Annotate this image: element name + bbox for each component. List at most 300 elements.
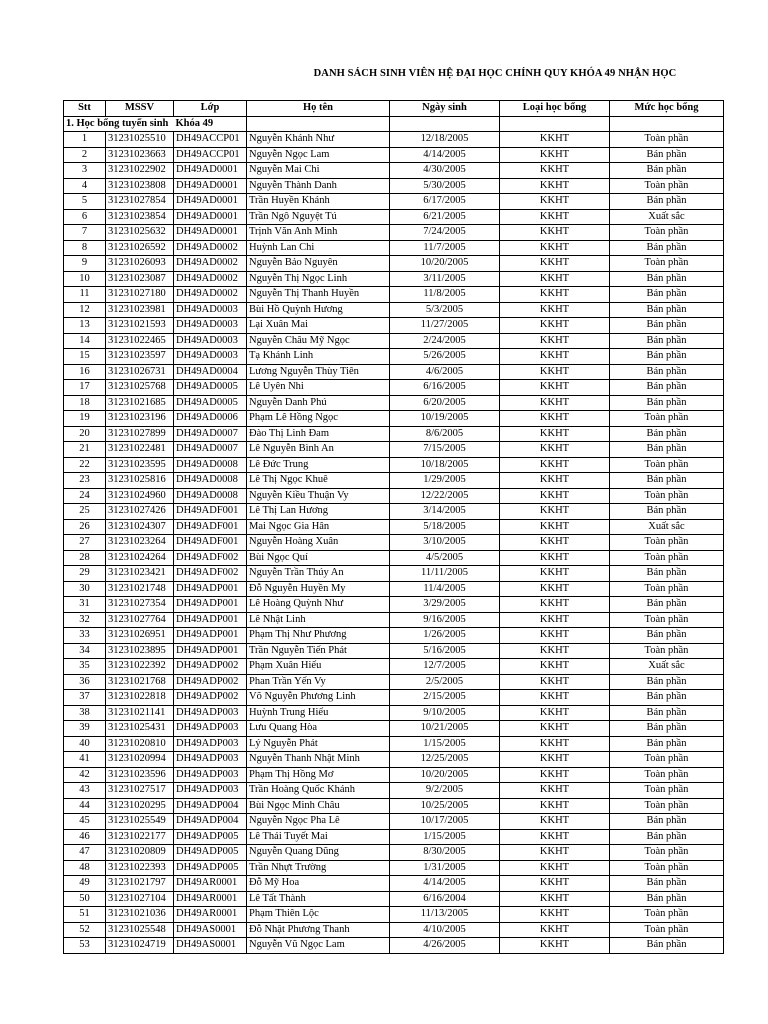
cell-ho-ten: Lê Đức Trung (247, 457, 390, 473)
cell-mssv: 31231024960 (106, 488, 174, 504)
cell-ngay-sinh: 2/24/2005 (390, 333, 500, 349)
table-row (64, 829, 724, 845)
cell-ngay-sinh: 5/30/2005 (390, 178, 500, 194)
header-loai-hoc-bong: Loại học bổng (500, 101, 610, 117)
cell-mssv: 31231026951 (106, 628, 174, 644)
cell-lop: DH49AD0008 (174, 473, 247, 489)
cell-stt: 49 (64, 876, 106, 892)
cell-lop: DH49AD0001 (174, 163, 247, 179)
cell-muc-hoc-bong: Bán phần (610, 426, 724, 442)
cell-muc-hoc-bong: Bán phần (610, 194, 724, 210)
cell-mssv: 31231023895 (106, 643, 174, 659)
cell-loai-hoc-bong: KKHT (500, 643, 610, 659)
cell-mssv: 31231026592 (106, 240, 174, 256)
cell-mssv: 31231022465 (106, 333, 174, 349)
cell-mssv: 31231020810 (106, 736, 174, 752)
cell-ngay-sinh: 9/2/2005 (390, 783, 500, 799)
table-row (64, 767, 724, 783)
cell-muc-hoc-bong: Toàn phần (610, 550, 724, 566)
cell-ho-ten: Phạm Thị Hồng Mơ (247, 767, 390, 783)
cell-muc-hoc-bong: Toàn phần (610, 612, 724, 628)
cell-loai-hoc-bong: KKHT (500, 442, 610, 458)
cell-ho-ten: Nguyễn Ngọc Pha Lê (247, 814, 390, 830)
cell-ngay-sinh: 11/27/2005 (390, 318, 500, 334)
cell-muc-hoc-bong: Bán phần (610, 240, 724, 256)
cell-stt: 3 (64, 163, 106, 179)
cell-loai-hoc-bong: KKHT (500, 876, 610, 892)
cell-lop: DH49ADP001 (174, 581, 247, 597)
cell-stt: 11 (64, 287, 106, 303)
cell-stt: 18 (64, 395, 106, 411)
cell-muc-hoc-bong: Bán phần (610, 597, 724, 613)
cell-lop: DH49AD0005 (174, 395, 247, 411)
cell-ho-ten: Trần Nguyễn Tiến Phát (247, 643, 390, 659)
cell-ngay-sinh: 5/16/2005 (390, 643, 500, 659)
cell-muc-hoc-bong: Bán phần (610, 938, 724, 954)
cell-muc-hoc-bong: Bán phần (610, 333, 724, 349)
cell-loai-hoc-bong: KKHT (500, 287, 610, 303)
cell-mssv: 31231025431 (106, 721, 174, 737)
cell-lop: DH49AR0001 (174, 876, 247, 892)
cell-stt: 42 (64, 767, 106, 783)
cell-muc-hoc-bong: Toàn phần (610, 225, 724, 241)
cell-loai-hoc-bong: KKHT (500, 349, 610, 365)
cell-ngay-sinh: 6/16/2005 (390, 380, 500, 396)
cell-stt: 33 (64, 628, 106, 644)
cell-loai-hoc-bong: KKHT (500, 488, 610, 504)
cell-lop: DH49AD0002 (174, 287, 247, 303)
cell-lop: DH49AR0001 (174, 891, 247, 907)
cell-mssv: 31231027899 (106, 426, 174, 442)
cell-lop: DH49ADP001 (174, 643, 247, 659)
cell-loai-hoc-bong: KKHT (500, 550, 610, 566)
cell-ngay-sinh: 10/20/2005 (390, 767, 500, 783)
cell-ngay-sinh: 10/17/2005 (390, 814, 500, 830)
cell-ngay-sinh: 10/25/2005 (390, 798, 500, 814)
cell-muc-hoc-bong: Toàn phần (610, 643, 724, 659)
table-row (64, 457, 724, 473)
cell-ngay-sinh: 11/13/2005 (390, 907, 500, 923)
cell-ngay-sinh: 1/26/2005 (390, 628, 500, 644)
table-row (64, 240, 724, 256)
cell-mssv: 31231020295 (106, 798, 174, 814)
cell-mssv: 31231020994 (106, 752, 174, 768)
cell-lop: DH49ADP002 (174, 690, 247, 706)
cell-mssv: 31231025549 (106, 814, 174, 830)
cell-loai-hoc-bong: KKHT (500, 225, 610, 241)
table-row (64, 659, 724, 675)
table-row (64, 287, 724, 303)
cell-mssv: 31231026093 (106, 256, 174, 272)
cell-mssv: 31231022392 (106, 659, 174, 675)
cell-muc-hoc-bong: Bán phần (610, 147, 724, 163)
cell-lop: DH49ADF002 (174, 550, 247, 566)
table-row (64, 612, 724, 628)
cell-stt: 26 (64, 519, 106, 535)
cell-muc-hoc-bong: Bán phần (610, 302, 724, 318)
cell-ngay-sinh: 10/21/2005 (390, 721, 500, 737)
cell-muc-hoc-bong: Bán phần (610, 504, 724, 520)
cell-ngay-sinh: 11/8/2005 (390, 287, 500, 303)
table-row (64, 302, 724, 318)
cell-ho-ten: Lê Tất Thành (247, 891, 390, 907)
table-row (64, 628, 724, 644)
cell-stt: 52 (64, 922, 106, 938)
cell-muc-hoc-bong: Toàn phần (610, 907, 724, 923)
cell-ho-ten: Lại Xuân Mai (247, 318, 390, 334)
cell-stt: 16 (64, 364, 106, 380)
table-row (64, 891, 724, 907)
cell-muc-hoc-bong: Toàn phần (610, 783, 724, 799)
cell-ngay-sinh: 10/20/2005 (390, 256, 500, 272)
cell-lop: DH49AD0002 (174, 240, 247, 256)
cell-stt: 46 (64, 829, 106, 845)
cell-muc-hoc-bong: Xuất sắc (610, 519, 724, 535)
cell-stt: 28 (64, 550, 106, 566)
cell-mssv: 31231023264 (106, 535, 174, 551)
cell-ho-ten: Nguyễn Khánh Như (247, 132, 390, 148)
cell-stt: 44 (64, 798, 106, 814)
cell-ho-ten: Bùi Hồ Quỳnh Hương (247, 302, 390, 318)
cell-loai-hoc-bong: KKHT (500, 147, 610, 163)
cell-ngay-sinh: 1/31/2005 (390, 860, 500, 876)
cell-loai-hoc-bong: KKHT (500, 783, 610, 799)
table-row (64, 643, 724, 659)
cell-lop: DH49ADP003 (174, 752, 247, 768)
table-row (64, 550, 724, 566)
cell-mssv: 31231021036 (106, 907, 174, 923)
cell-loai-hoc-bong: KKHT (500, 209, 610, 225)
table-row (64, 194, 724, 210)
cell-lop: DH49AD0008 (174, 457, 247, 473)
cell-muc-hoc-bong: Bán phần (610, 163, 724, 179)
table-row (64, 783, 724, 799)
cell-lop: DH49ADP005 (174, 860, 247, 876)
table-row (64, 426, 724, 442)
cell-stt: 4 (64, 178, 106, 194)
cell-stt: 2 (64, 147, 106, 163)
table-row (64, 535, 724, 551)
cell-stt: 5 (64, 194, 106, 210)
cell-mssv: 31231021797 (106, 876, 174, 892)
cell-ho-ten: Đào Thị Linh Đam (247, 426, 390, 442)
cell-stt: 7 (64, 225, 106, 241)
cell-loai-hoc-bong: KKHT (500, 736, 610, 752)
table-row (64, 845, 724, 861)
table-row (64, 132, 724, 148)
cell-lop: DH49AD0007 (174, 442, 247, 458)
cell-ho-ten: Trịnh Văn Anh Minh (247, 225, 390, 241)
header-stt: Stt (64, 101, 106, 117)
cell-ngay-sinh: 3/10/2005 (390, 535, 500, 551)
cell-lop: DH49AD0002 (174, 256, 247, 272)
cell-ho-ten: Nguyễn Danh Phú (247, 395, 390, 411)
cell-stt: 20 (64, 426, 106, 442)
table-row (64, 271, 724, 287)
cell-lop: DH49ACCP01 (174, 132, 247, 148)
cell-muc-hoc-bong: Toàn phần (610, 860, 724, 876)
cell-mssv: 31231020809 (106, 845, 174, 861)
cell-stt: 51 (64, 907, 106, 923)
cell-stt: 41 (64, 752, 106, 768)
cell-stt: 43 (64, 783, 106, 799)
table-row (64, 209, 724, 225)
cell-mssv: 31231023087 (106, 271, 174, 287)
table-row (64, 907, 724, 923)
cell-loai-hoc-bong: KKHT (500, 612, 610, 628)
cell-muc-hoc-bong: Toàn phần (610, 752, 724, 768)
cell-ho-ten: Nguyễn Châu Mỹ Ngọc (247, 333, 390, 349)
cell-stt: 32 (64, 612, 106, 628)
table-row (64, 690, 724, 706)
cell-lop: DH49AD0003 (174, 349, 247, 365)
cell-muc-hoc-bong: Bán phần (610, 876, 724, 892)
cell-lop: DH49ADF001 (174, 519, 247, 535)
section-empty-cell (500, 116, 610, 132)
cell-loai-hoc-bong: KKHT (500, 814, 610, 830)
table-row (64, 581, 724, 597)
cell-ngay-sinh: 6/21/2005 (390, 209, 500, 225)
cell-mssv: 31231025816 (106, 473, 174, 489)
table-row (64, 488, 724, 504)
cell-mssv: 31231024307 (106, 519, 174, 535)
cell-stt: 53 (64, 938, 106, 954)
cell-stt: 50 (64, 891, 106, 907)
table-row (64, 442, 724, 458)
cell-ho-ten: Lưu Quang Hòa (247, 721, 390, 737)
cell-stt: 39 (64, 721, 106, 737)
cell-lop: DH49AD0003 (174, 318, 247, 334)
header-lop: Lớp (174, 101, 247, 117)
table-row (64, 473, 724, 489)
cell-stt: 8 (64, 240, 106, 256)
cell-loai-hoc-bong: KKHT (500, 891, 610, 907)
cell-stt: 17 (64, 380, 106, 396)
cell-mssv: 31231026731 (106, 364, 174, 380)
cell-ngay-sinh: 8/6/2005 (390, 426, 500, 442)
cell-muc-hoc-bong: Bán phần (610, 287, 724, 303)
cell-ho-ten: Huỳnh Lan Chi (247, 240, 390, 256)
cell-mssv: 31231022481 (106, 442, 174, 458)
cell-lop: DH49ADF001 (174, 535, 247, 551)
cell-ngay-sinh: 6/17/2005 (390, 194, 500, 210)
cell-lop: DH49ADF001 (174, 504, 247, 520)
cell-ho-ten: Lê Thị Lan Hương (247, 504, 390, 520)
cell-stt: 12 (64, 302, 106, 318)
cell-ngay-sinh: 5/26/2005 (390, 349, 500, 365)
cell-ho-ten: Lý Nguyễn Phát (247, 736, 390, 752)
cell-stt: 9 (64, 256, 106, 272)
cell-loai-hoc-bong: KKHT (500, 426, 610, 442)
cell-ngay-sinh: 7/15/2005 (390, 442, 500, 458)
cell-lop: DH49ADP003 (174, 736, 247, 752)
cell-loai-hoc-bong: KKHT (500, 457, 610, 473)
cell-muc-hoc-bong: Bán phần (610, 364, 724, 380)
cell-mssv: 31231025548 (106, 922, 174, 938)
cell-loai-hoc-bong: KKHT (500, 705, 610, 721)
table-row (64, 922, 724, 938)
cell-mssv: 31231023595 (106, 457, 174, 473)
table-row (64, 597, 724, 613)
cell-loai-hoc-bong: KKHT (500, 860, 610, 876)
cell-mssv: 31231027426 (106, 504, 174, 520)
cell-stt: 25 (64, 504, 106, 520)
cell-loai-hoc-bong: KKHT (500, 829, 610, 845)
cell-stt: 35 (64, 659, 106, 675)
cell-muc-hoc-bong: Bán phần (610, 814, 724, 830)
cell-lop: DH49AS0001 (174, 922, 247, 938)
table-row (64, 380, 724, 396)
cell-lop: DH49ADF002 (174, 566, 247, 582)
cell-muc-hoc-bong: Bán phần (610, 271, 724, 287)
cell-loai-hoc-bong: KKHT (500, 178, 610, 194)
cell-muc-hoc-bong: Toàn phần (610, 488, 724, 504)
cell-loai-hoc-bong: KKHT (500, 922, 610, 938)
cell-ngay-sinh: 6/16/2004 (390, 891, 500, 907)
cell-stt: 29 (64, 566, 106, 582)
cell-ho-ten: Nguyễn Quang Dũng (247, 845, 390, 861)
cell-ngay-sinh: 8/30/2005 (390, 845, 500, 861)
cell-loai-hoc-bong: KKHT (500, 938, 610, 954)
cell-muc-hoc-bong: Bán phần (610, 829, 724, 845)
cell-loai-hoc-bong: KKHT (500, 473, 610, 489)
cell-ho-ten: Trần Hoàng Quốc Khánh (247, 783, 390, 799)
cell-loai-hoc-bong: KKHT (500, 519, 610, 535)
cell-lop: DH49AS0001 (174, 938, 247, 954)
cell-ngay-sinh: 12/22/2005 (390, 488, 500, 504)
cell-muc-hoc-bong: Bán phần (610, 380, 724, 396)
cell-loai-hoc-bong: KKHT (500, 318, 610, 334)
cell-lop: DH49AD0007 (174, 426, 247, 442)
cell-ngay-sinh: 11/4/2005 (390, 581, 500, 597)
cell-muc-hoc-bong: Toàn phần (610, 132, 724, 148)
cell-muc-hoc-bong: Bán phần (610, 705, 724, 721)
cell-muc-hoc-bong: Toàn phần (610, 798, 724, 814)
table-row (64, 163, 724, 179)
cell-lop: DH49AD0001 (174, 225, 247, 241)
cell-ho-ten: Đỗ Mỹ Hoa (247, 876, 390, 892)
cell-lop: DH49AD0001 (174, 194, 247, 210)
cell-loai-hoc-bong: KKHT (500, 674, 610, 690)
section-suffix: Khóa 49 (174, 116, 247, 132)
cell-lop: DH49ADP004 (174, 798, 247, 814)
cell-muc-hoc-bong: Bán phần (610, 318, 724, 334)
cell-stt: 13 (64, 318, 106, 334)
cell-mssv: 31231022818 (106, 690, 174, 706)
cell-lop: DH49AD0002 (174, 271, 247, 287)
cell-ngay-sinh: 6/20/2005 (390, 395, 500, 411)
cell-loai-hoc-bong: KKHT (500, 690, 610, 706)
cell-loai-hoc-bong: KKHT (500, 907, 610, 923)
cell-muc-hoc-bong: Toàn phần (610, 535, 724, 551)
cell-mssv: 31231023981 (106, 302, 174, 318)
table-row (64, 519, 724, 535)
cell-ho-ten: Nguyễn Thanh Nhật Minh (247, 752, 390, 768)
cell-ngay-sinh: 4/6/2005 (390, 364, 500, 380)
cell-muc-hoc-bong: Bán phần (610, 473, 724, 489)
table-row (64, 736, 724, 752)
cell-muc-hoc-bong: Bán phần (610, 736, 724, 752)
cell-loai-hoc-bong: KKHT (500, 721, 610, 737)
section-empty-cell (390, 116, 500, 132)
cell-ho-ten: Lê Uyên Nhi (247, 380, 390, 396)
cell-lop: DH49ADP004 (174, 814, 247, 830)
header-ho-ten: Họ tên (247, 101, 390, 117)
cell-muc-hoc-bong: Toàn phần (610, 457, 724, 473)
cell-lop: DH49ADP001 (174, 597, 247, 613)
cell-muc-hoc-bong: Toàn phần (610, 178, 724, 194)
cell-ho-ten: Tạ Khánh Linh (247, 349, 390, 365)
cell-stt: 31 (64, 597, 106, 613)
cell-ho-ten: Trần Ngô Nguyệt Tú (247, 209, 390, 225)
cell-ngay-sinh: 9/16/2005 (390, 612, 500, 628)
cell-stt: 22 (64, 457, 106, 473)
cell-ho-ten: Nguyễn Thành Danh (247, 178, 390, 194)
cell-ngay-sinh: 4/10/2005 (390, 922, 500, 938)
table-row (64, 705, 724, 721)
cell-loai-hoc-bong: KKHT (500, 163, 610, 179)
cell-lop: DH49ADP003 (174, 721, 247, 737)
cell-ho-ten: Lê Thái Tuyết Mai (247, 829, 390, 845)
table-row (64, 798, 724, 814)
cell-ngay-sinh: 4/5/2005 (390, 550, 500, 566)
cell-stt: 48 (64, 860, 106, 876)
cell-muc-hoc-bong: Bán phần (610, 349, 724, 365)
header-row (64, 101, 724, 117)
cell-ho-ten: Đỗ Nhật Phương Thanh (247, 922, 390, 938)
table-row (64, 395, 724, 411)
cell-stt: 6 (64, 209, 106, 225)
cell-muc-hoc-bong: Bán phần (610, 442, 724, 458)
cell-muc-hoc-bong: Toàn phần (610, 581, 724, 597)
cell-ho-ten: Nguyễn Hoàng Xuân (247, 535, 390, 551)
table-row (64, 364, 724, 380)
cell-mssv: 31231022177 (106, 829, 174, 845)
cell-loai-hoc-bong: KKHT (500, 581, 610, 597)
cell-ngay-sinh: 11/11/2005 (390, 566, 500, 582)
cell-muc-hoc-bong: Bán phần (610, 566, 724, 582)
cell-lop: DH49ADP003 (174, 767, 247, 783)
section-empty-cell (247, 116, 390, 132)
cell-lop: DH49ADP001 (174, 612, 247, 628)
table-row (64, 318, 724, 334)
cell-ngay-sinh: 4/30/2005 (390, 163, 500, 179)
cell-lop: DH49ADP003 (174, 705, 247, 721)
cell-muc-hoc-bong: Bán phần (610, 690, 724, 706)
cell-mssv: 31231021768 (106, 674, 174, 690)
cell-ngay-sinh: 4/14/2005 (390, 876, 500, 892)
cell-mssv: 31231027180 (106, 287, 174, 303)
cell-mssv: 31231023596 (106, 767, 174, 783)
cell-mssv: 31231023854 (106, 209, 174, 225)
section-empty-cell (610, 116, 724, 132)
cell-ho-ten: Nguyễn Bảo Nguyên (247, 256, 390, 272)
cell-stt: 1 (64, 132, 106, 148)
cell-ho-ten: Mai Ngọc Gia Hân (247, 519, 390, 535)
cell-ho-ten: Nguyễn Ngọc Lam (247, 147, 390, 163)
cell-stt: 30 (64, 581, 106, 597)
cell-loai-hoc-bong: KKHT (500, 194, 610, 210)
cell-ho-ten: Phạm Xuân Hiếu (247, 659, 390, 675)
table-row (64, 178, 724, 194)
table-row (64, 674, 724, 690)
cell-stt: 15 (64, 349, 106, 365)
scholarship-table (63, 100, 724, 954)
cell-loai-hoc-bong: KKHT (500, 256, 610, 272)
cell-mssv: 31231021685 (106, 395, 174, 411)
cell-loai-hoc-bong: KKHT (500, 302, 610, 318)
cell-ngay-sinh: 3/29/2005 (390, 597, 500, 613)
